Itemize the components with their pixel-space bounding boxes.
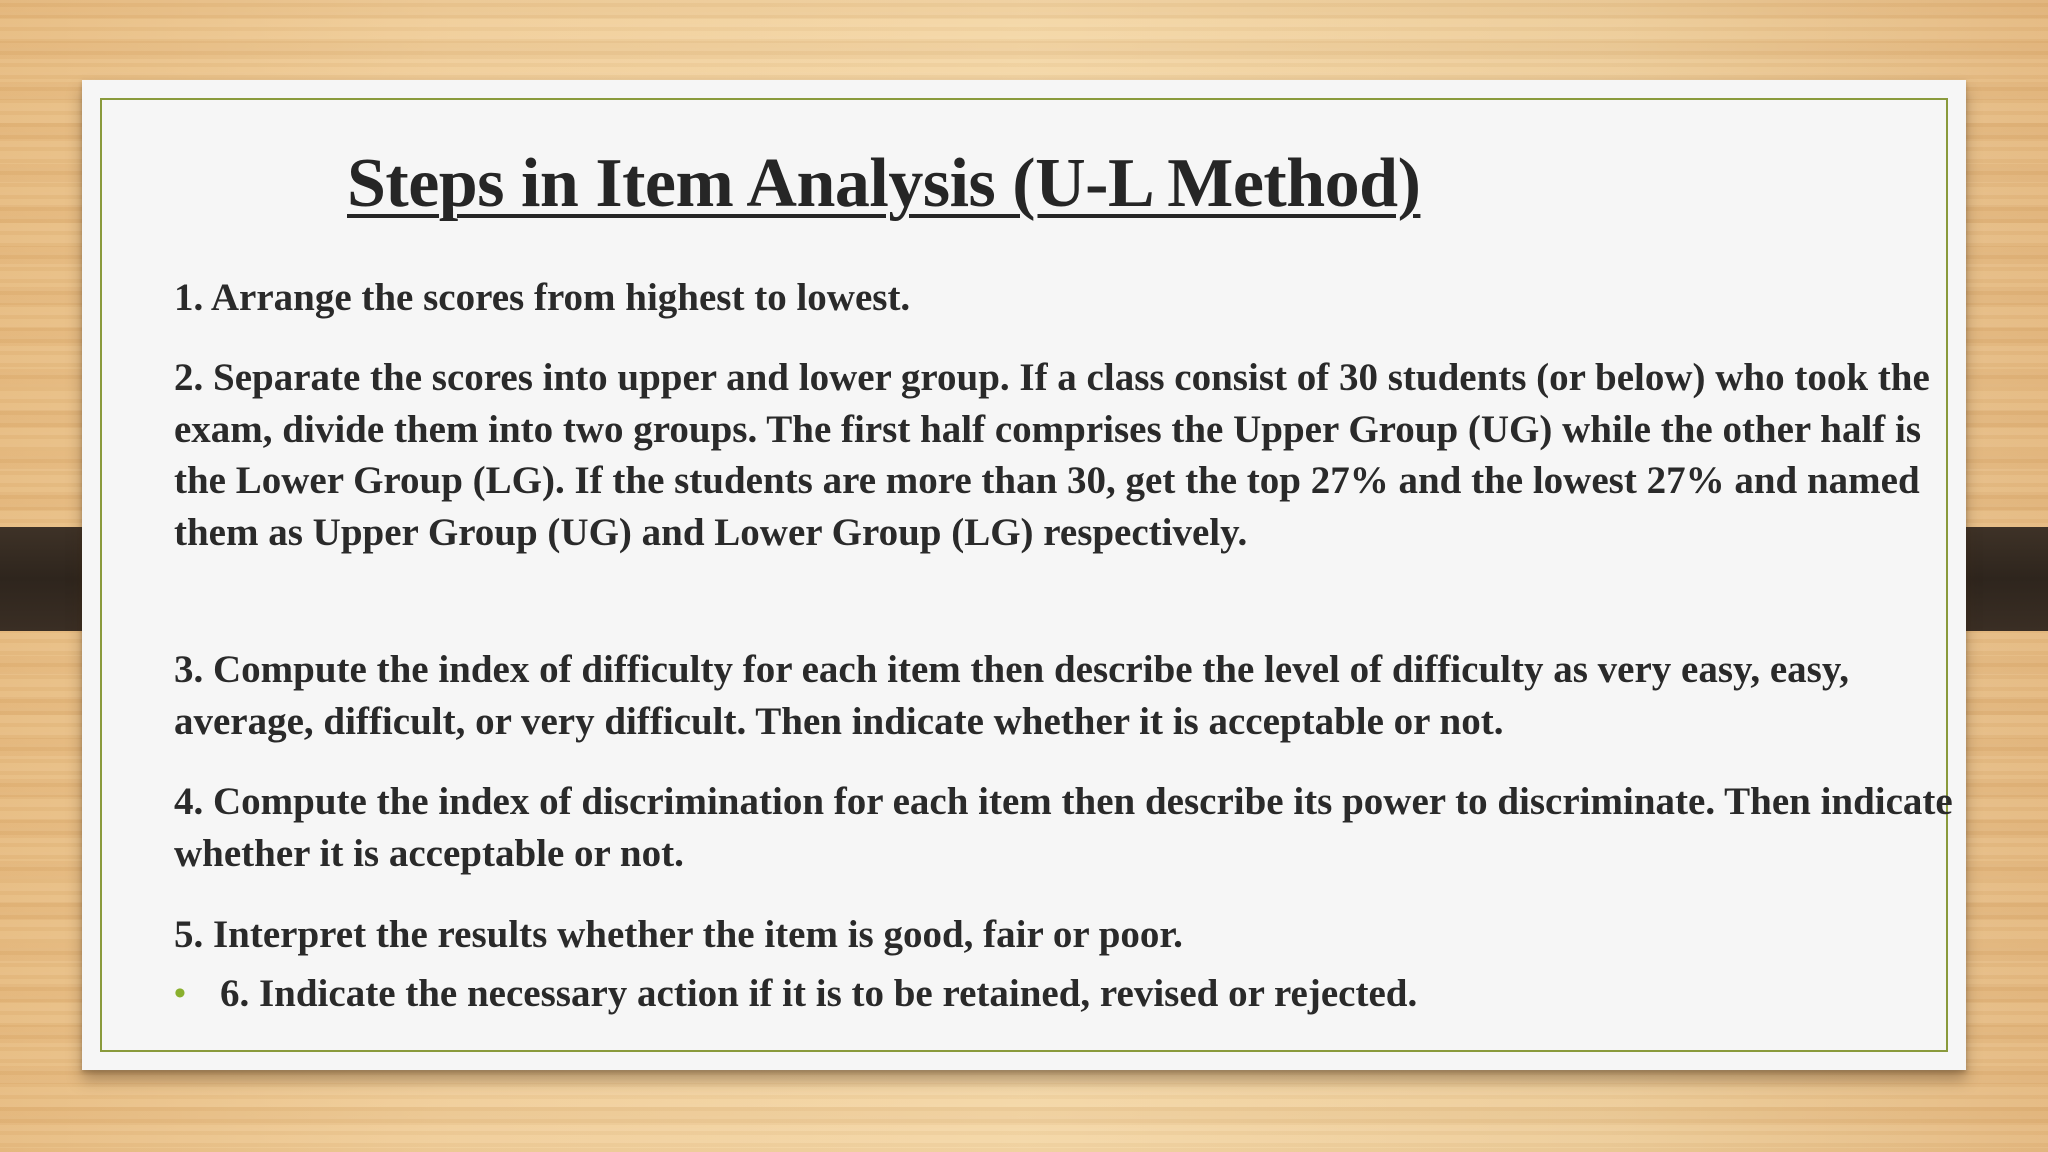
step-1-text: 1. Arrange the scores from highest to lowest. <box>174 276 911 319</box>
step-6-bullet-item <box>174 968 1964 1020</box>
slide-card <box>82 80 1966 1070</box>
step-4-text: 4. Compute the index of discrimination for each item then describe its power to discriminate. Then indicate whether it is acceptable or not. <box>174 780 1953 875</box>
step-5-text: 5. Interpret the results whether the item is good, fair or poor. <box>174 913 1183 956</box>
step-3-text: 3. Compute the index of difficulty for each item then describe the level of difficulty as very easy, easy, average, difficult, or very difficult. Then indicate whether it is acceptable or not. <box>174 648 1849 743</box>
slide-title: Steps in Item Analysis (U-L Method) <box>347 145 1421 222</box>
step-2-text: 2. Separate the scores into upper and lower group. If a class consist of 30 students (or below) who took the exam, divide them into two groups. The first half comprises the Upper Group (UG) while the other half is the Lower Group (LG). If the students are more than 30, get the top 27% and the lowest 27% and named them as Upper Group (UG) and Lower Group (LG) respectively. <box>174 356 1930 554</box>
bullet-icon: • <box>174 975 186 1012</box>
step-6-text: 6. Indicate the necessary action if it is to be retained, revised or rejected. <box>220 972 1418 1015</box>
